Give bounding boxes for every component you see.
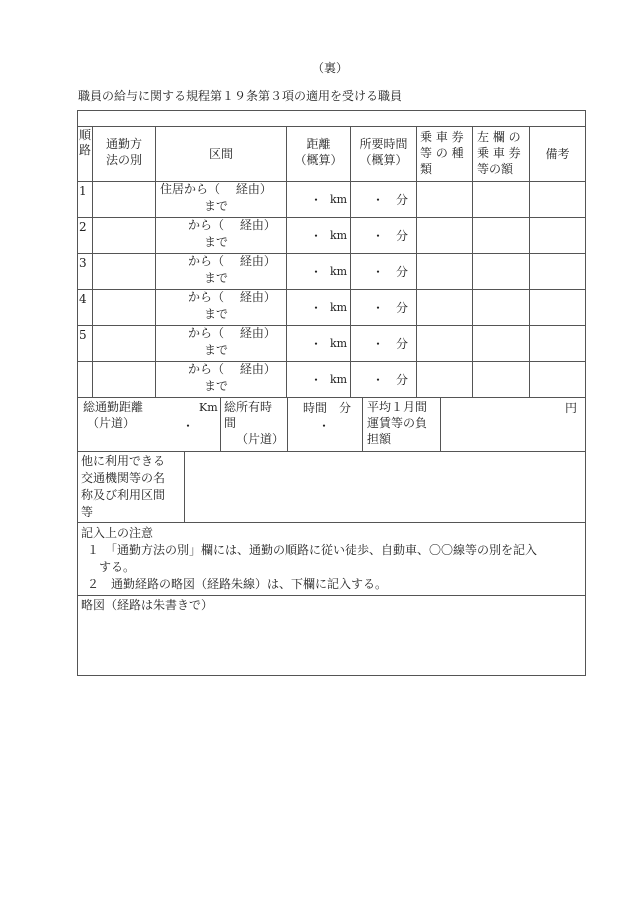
km-dot: ・ [310, 337, 323, 351]
route-to: まで [204, 379, 229, 393]
min-unit: 分 [396, 337, 409, 351]
col-ticket-type-header: 乗 車 券 等 の 種 類 [420, 130, 464, 176]
km-dot: ・ [310, 193, 323, 207]
route-from: から（ 経由） [188, 362, 276, 376]
km-unit: km [330, 301, 348, 314]
total-distance-unit: Km [199, 401, 218, 414]
total-time-dot: ・ [318, 419, 331, 433]
monthly-fare-label: 平均１月間 運賃等の負 担額 [367, 400, 428, 446]
note-1: １ 「通勤方法の別」欄には、通勤の順路に従い徒歩、自動車、〇〇線等の別を記入 [87, 543, 538, 557]
route-number: 2 [79, 220, 87, 234]
km-dot: ・ [310, 265, 323, 279]
total-time-label: 総所有時 間 （片道） [224, 400, 285, 446]
route-to: まで [204, 343, 229, 357]
route-number: 5 [79, 328, 87, 342]
notes-section [81, 525, 537, 593]
route-from: から（ 経由） [188, 290, 276, 304]
min-dot: ・ [372, 373, 385, 387]
min-dot: ・ [372, 337, 385, 351]
col-order-header: 順 路 [78, 128, 91, 157]
col-remarks-header: 備考 [545, 147, 570, 161]
route-number: 4 [79, 292, 87, 306]
col-method-header: 通勤方 法の別 [105, 137, 142, 167]
min-unit: 分 [396, 373, 409, 387]
km-dot: ・ [310, 229, 323, 243]
total-time-units: 時間 分 [303, 401, 352, 415]
col-time-header: 所要時間 （概算） [359, 137, 408, 167]
col-distance-header: 距離 （概算） [294, 137, 343, 167]
side-label: （裏） [311, 61, 348, 75]
min-dot: ・ [372, 193, 385, 207]
route-from: から（ 経由） [188, 218, 276, 232]
notes-heading: 記入上の注意 [81, 526, 154, 540]
min-dot: ・ [372, 229, 385, 243]
min-unit: 分 [396, 229, 409, 243]
other-transport-label: 他に利用できる 交通機関等の名 称及び利用区間 等 [81, 454, 166, 519]
col-section-header: 区間 [208, 147, 233, 161]
km-unit: km [330, 193, 348, 206]
note-1-cont: する。 [99, 560, 136, 574]
col-ticket-amount-header: 左 欄 の 乗 車 券 等の額 [477, 130, 521, 176]
route-to: まで [204, 307, 229, 321]
route-to: まで [204, 199, 229, 213]
route-to: まで [204, 271, 229, 285]
min-unit: 分 [396, 193, 409, 207]
km-unit: km [330, 229, 348, 242]
route-from: から（ 経由） [188, 326, 276, 340]
total-distance-dot: ・ [182, 419, 195, 433]
min-unit: 分 [396, 265, 409, 279]
route-to: まで [204, 235, 229, 249]
km-unit: km [330, 265, 348, 278]
route-from: 住居から（ 経由） [160, 182, 272, 196]
min-unit: 分 [396, 301, 409, 315]
km-dot: ・ [310, 301, 323, 315]
form-subtitle: 職員の給与に関する規程第１９条第３項の適用を受ける職員 [78, 89, 403, 103]
km-unit: km [330, 337, 348, 350]
route-number: 3 [79, 256, 87, 270]
min-dot: ・ [372, 265, 385, 279]
total-distance-label: 総通勤距離 （片道） [83, 400, 144, 430]
sketch-label: 略図（経路は朱書きで） [81, 598, 214, 612]
route-number: 1 [79, 184, 87, 198]
note-2: ２ 通勤経路の略図（経路朱線）は、下欄に記入する。 [87, 577, 388, 591]
km-unit: km [330, 373, 348, 386]
route-from: から（ 経由） [188, 254, 276, 268]
min-dot: ・ [372, 301, 385, 315]
km-dot: ・ [310, 373, 323, 387]
monthly-fare-unit: 円 [565, 401, 578, 415]
